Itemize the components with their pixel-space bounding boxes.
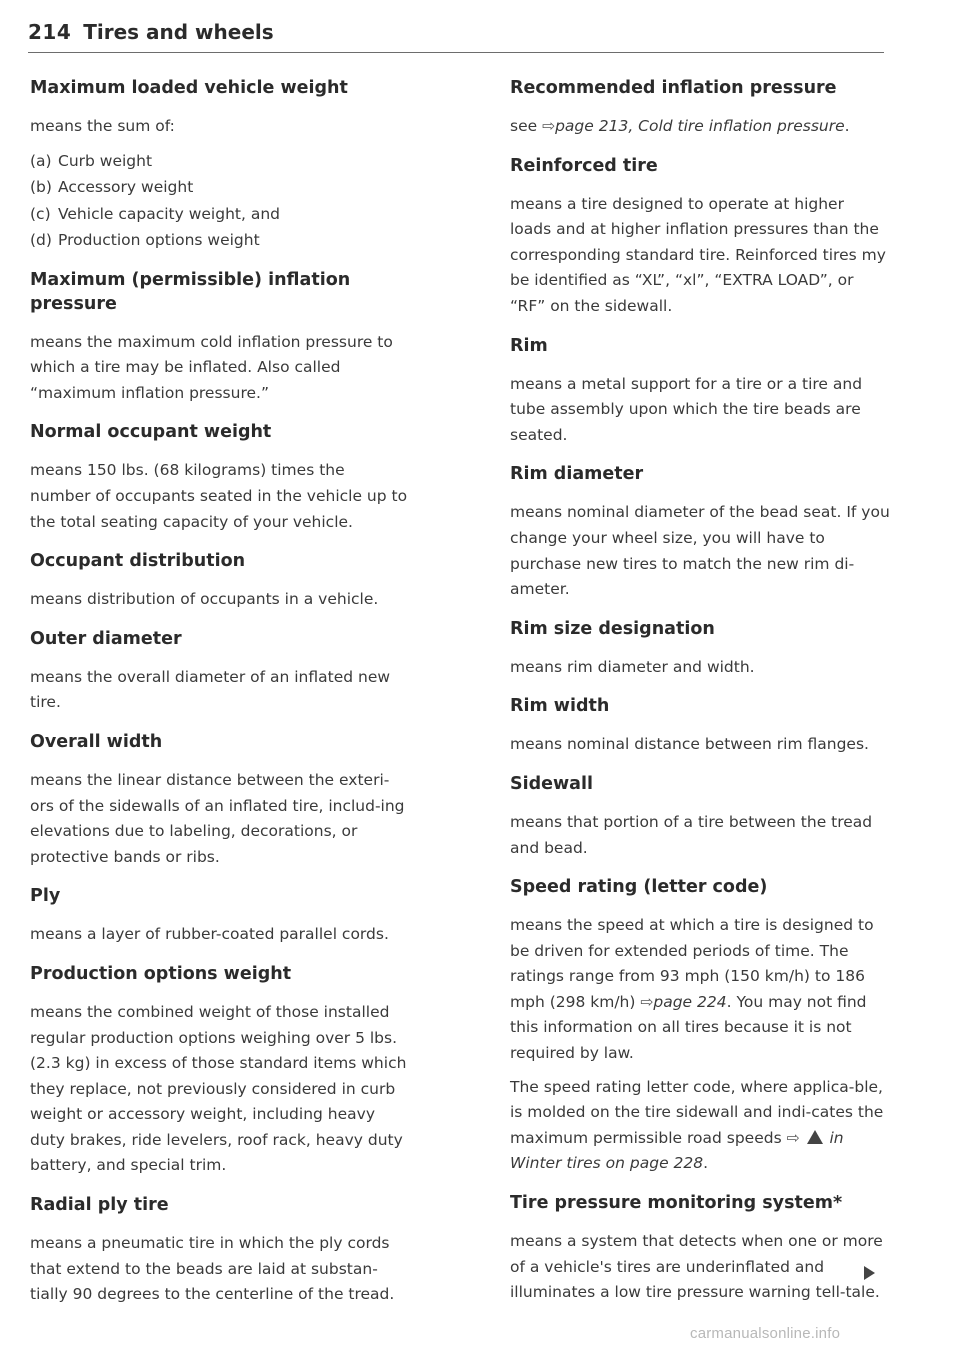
left-column [30,76,410,1322]
glossary-entry [30,627,410,716]
term-heading: Rim diameter [510,464,644,485]
term-definition: means a tire designed to operate at higher loads and at higher inflation pressures than the corresponding standard tire. Reinforced tires my be identified as “XL”, “xl”, “EXTRA LOAD”, or “RF” on the sidewall. [510,194,886,315]
term-definition: means a system that detects when one or more of a vehicle's tires are underinflated and illuminates a low tire pressure warning tell-tale. [510,1232,883,1302]
right-column [510,76,890,1320]
term-definition: means nominal distance between rim flanges. [510,735,869,754]
glossary-entry [510,76,890,140]
term-heading: Overall width [30,731,163,752]
warning-triangle-icon [807,1130,823,1144]
term-definition: means a layer of rubber-coated parallel cords. [30,925,389,944]
term-definition: means a metal support for a tire or a tire and tube assembly upon which the tire beads are seated. [510,374,863,444]
term-heading: Rim [510,335,548,356]
page-number: 214 [28,20,72,44]
term-definition: means rim diameter and width. [510,657,755,676]
term-definition: means nominal diameter of the bead seat. If you change your wheel size, you will have to purchase new tires to match the new rim di-ameter. [510,503,890,599]
list-text: Curb weight [58,151,153,170]
list-text: Production options weight [58,231,260,250]
definition-text: see [510,117,538,135]
term-definition [510,913,890,1067]
section-title: Tires and wheels [83,20,274,44]
list-marker: (b) [30,178,52,197]
reference-text: page 224 [653,992,727,1011]
glossary-entry [30,268,410,407]
term-heading: Rim size designation [510,618,715,639]
page-header [28,20,884,53]
list-marker: (a) [30,151,52,170]
term-heading: Maximum (permissible) inflation pressure [30,269,351,314]
term-heading: Normal occupant weight [30,422,272,443]
glossary-entry [510,1191,890,1306]
term-heading: Sidewall [510,773,593,794]
definition-text: The speed rating letter code, where applica-ble, is molded on the tire sidewall and indi-cates the maximum permissible road speeds [510,1077,884,1147]
term-definition-continued [510,1075,890,1177]
list-marker: (d) [30,231,52,250]
list-item [30,174,410,201]
term-definition: means the maximum cold inflation pressure to which a tire may be inflated. Also called “maximum inflation pressure.” [30,332,393,402]
glossary-entry [510,334,890,449]
page-reference-link[interactable] [640,993,726,1011]
term-heading: Maximum loaded vehicle weight [30,78,348,98]
term-heading: Ply [30,886,61,907]
glossary-entry [510,462,890,602]
glossary-entry [30,884,410,948]
list-item [30,148,410,175]
page-reference-link[interactable] [542,117,845,135]
term-definition: means 150 lbs. (68 kilograms) times the number of occupants seated in the vehicle up to the total seating capacity of your vehicle. [30,461,408,531]
reference-text: page 213, Cold tire inflation pressure [555,117,845,135]
term-heading: Tire pressure monitoring system* [510,1193,843,1214]
arrow-right-icon: ⇨ [542,117,556,135]
term-definition: means the sum of: [30,117,175,135]
glossary-entry [30,420,410,535]
glossary-entry [510,772,890,861]
arrow-right-icon: ⇨ [640,992,654,1011]
definition-text: . You may not find this information on all tires because it is not required by law. [510,992,867,1063]
glossary-entry [30,549,410,613]
list-text: Vehicle capacity weight, and [58,204,280,223]
term-definition: means the linear distance between the exteri-ors of the sidewalls of an inflated tire, includ-ing elevations due to labeling, decorations, or protective bands or ribs. [30,770,405,866]
term-definition: means that portion of a tire between the tread and bead. [510,812,873,857]
glossary-entry [30,962,410,1179]
glossary-entry [510,694,890,758]
definition-text: . [844,117,850,135]
term-definition: means the combined weight of those installed regular production options weighing over 5 lbs. (2.3 kg) in excess of those standard items which they replace, not previously considered in curb weight or accessory weight, including heavy duty brakes, ride levelers, roof rack, heavy duty battery, and special trim. [30,1002,407,1175]
glossary-entry [510,617,890,681]
term-heading: Radial ply tire [30,1195,169,1216]
glossary-entry [30,76,410,254]
weight-components-list [30,148,410,254]
glossary-entry [30,1193,410,1308]
glossary-entry [30,730,410,870]
watermark: carmanualsonline.info [690,1325,841,1342]
reference-text: in Winter tires on page 228 [510,1128,844,1173]
term-heading: Reinforced tire [510,155,658,176]
list-item [30,201,410,228]
term-definition [510,114,890,140]
term-heading: Occupant distribution [30,551,246,572]
term-heading: Recommended inflation pressure [510,78,837,98]
term-heading: Rim width [510,696,610,717]
definition-text: . [703,1154,709,1173]
term-heading: Speed rating (letter code) [510,877,768,898]
list-marker: (c) [30,204,51,223]
definition-text: means the speed at which a tire is designed to be driven for extended periods of time. The ratings range from 93 mph (150 km/h) to 186 mph (298 km/h) [510,916,874,1011]
term-definition: means distribution of occupants in a vehicle. [30,590,379,609]
glossary-entry [510,875,890,1177]
term-definition: means a pneumatic tire in which the ply cords that extend to the beads are laid at substan-tially 90 degrees to the centerline of the tread. [30,1234,395,1304]
term-heading: Production options weight [30,963,292,984]
arrow-right-icon: ⇨ [786,1128,800,1147]
continue-arrow-icon [864,1266,875,1280]
list-text: Accessory weight [58,178,194,197]
list-item [30,227,410,254]
term-definition: means the overall diameter of an inflated new tire. [30,667,391,712]
term-heading: Outer diameter [30,628,182,649]
glossary-entry [510,154,890,320]
